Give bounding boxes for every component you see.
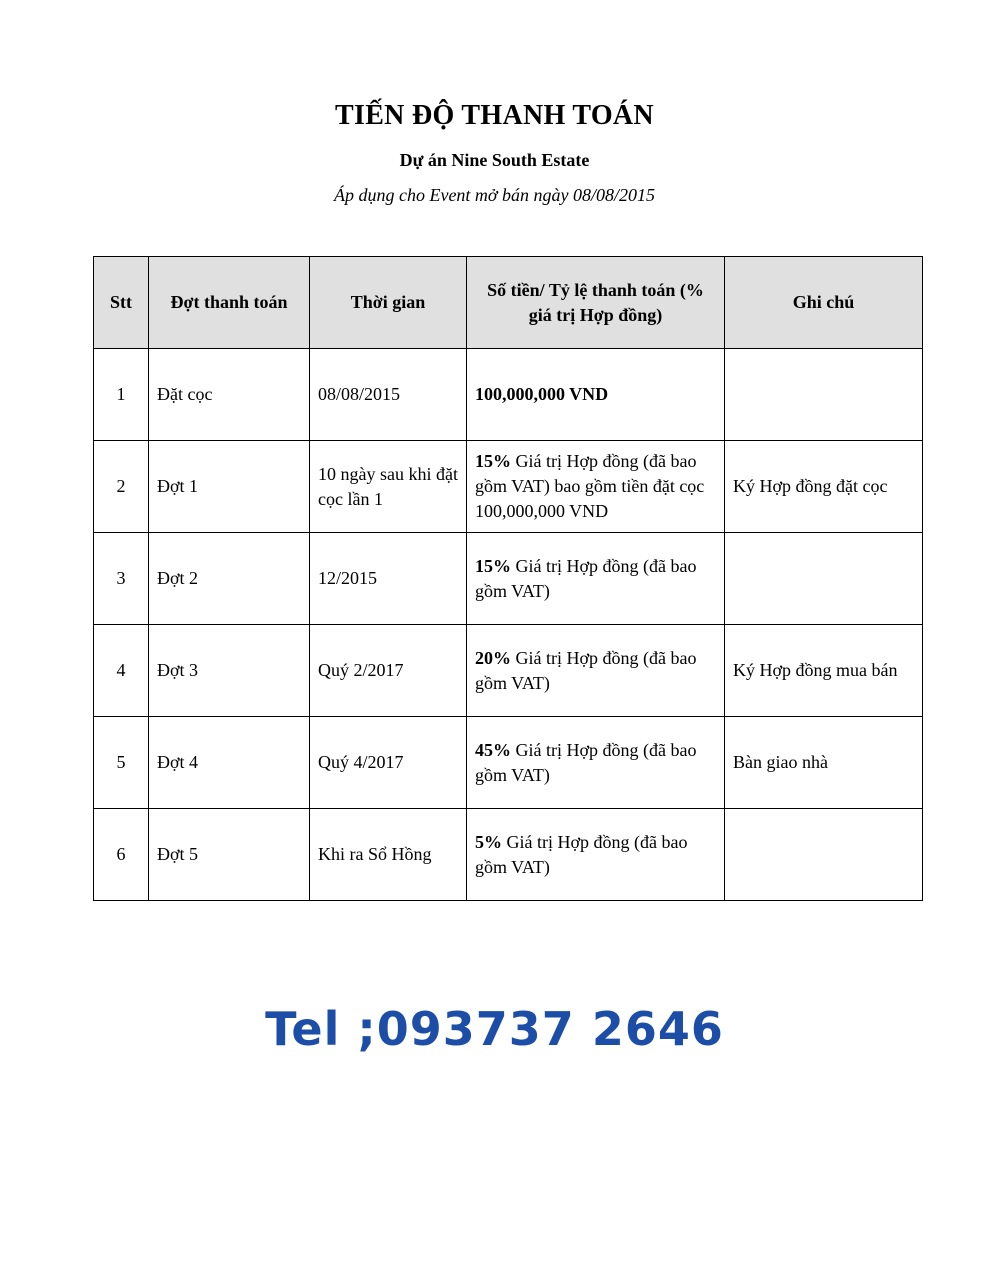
row-amount-bold: 45% [475, 739, 511, 760]
row-phase: Đặt cọc [149, 349, 310, 441]
header-stt: Stt [94, 257, 149, 349]
row-note [725, 349, 923, 441]
row-amount-text: Giá trị Hợp đồng (đã bao gồm VAT) [475, 647, 697, 693]
table-row [94, 349, 923, 441]
row-time: 12/2015 [310, 533, 467, 625]
row-amount-text: Giá trị Hợp đồng (đã bao gồm VAT) [475, 555, 697, 601]
row-phase: Đợt 5 [149, 809, 310, 901]
row-time: 10 ngày sau khi đặt cọc lần 1 [310, 441, 467, 533]
header-phase: Đợt thanh toán [149, 257, 310, 349]
row-amount-bold: 100,000,000 VND [475, 384, 609, 404]
table-row [94, 717, 923, 809]
row-stt: 3 [94, 533, 149, 625]
row-stt: 4 [94, 625, 149, 717]
row-time: 08/08/2015 [310, 349, 467, 441]
header-note: Ghi chú [725, 257, 923, 349]
row-note [725, 533, 923, 625]
row-phase: Đợt 3 [149, 625, 310, 717]
row-phase: Đợt 1 [149, 441, 310, 533]
row-stt: 6 [94, 809, 149, 901]
row-amount-bold: 15% [475, 451, 511, 471]
row-amount [467, 625, 725, 717]
row-amount [467, 349, 725, 441]
row-amount-text: Giá trị Hợp đồng (đã bao gồm VAT) bao gồm tiền đặt cọc 100,000,000 VND [475, 451, 705, 521]
table-row [94, 809, 923, 901]
row-note: Ký Hợp đồng mua bán [725, 625, 923, 717]
table-row [94, 441, 923, 533]
row-amount [467, 717, 725, 809]
row-phase: Đợt 4 [149, 717, 310, 809]
table-header-row [94, 257, 923, 349]
header-time: Thời gian [310, 257, 467, 349]
header-amount: Số tiền/ Tỷ lệ thanh toán (% giá trị Hợp đồng) [467, 257, 725, 349]
page-title: TIẾN ĐỘ THANH TOÁN [335, 100, 654, 131]
row-amount [467, 809, 725, 901]
row-amount [467, 441, 725, 533]
table-row [94, 625, 923, 717]
row-amount-bold: 20% [475, 647, 511, 668]
row-amount-text: Giá trị Hợp đồng (đã bao gồm VAT) [475, 739, 697, 785]
row-note [725, 809, 923, 901]
row-stt: 1 [94, 349, 149, 441]
row-note: Ký Hợp đồng đặt cọc [725, 441, 923, 533]
table-row [94, 533, 923, 625]
row-amount-bold: 15% [475, 555, 511, 576]
row-note: Bàn giao nhà [725, 717, 923, 809]
row-time: Khi ra Sổ Hồng [310, 809, 467, 901]
row-stt: 2 [94, 441, 149, 533]
row-phase: Đợt 2 [149, 533, 310, 625]
row-time: Quý 2/2017 [310, 625, 467, 717]
contact-phone: Tel ;093737 2646 [265, 1002, 724, 1056]
payment-schedule-table [93, 256, 923, 901]
event-note: Áp dụng cho Event mở bán ngày 08/08/2015 [333, 185, 656, 205]
row-stt: 5 [94, 717, 149, 809]
row-amount-text: Giá trị Hợp đồng (đã bao gồm VAT) [475, 831, 688, 877]
row-amount [467, 533, 725, 625]
row-time: Quý 4/2017 [310, 717, 467, 809]
row-amount-bold: 5% [475, 831, 502, 852]
project-name: Dự án Nine South Estate [399, 150, 590, 170]
